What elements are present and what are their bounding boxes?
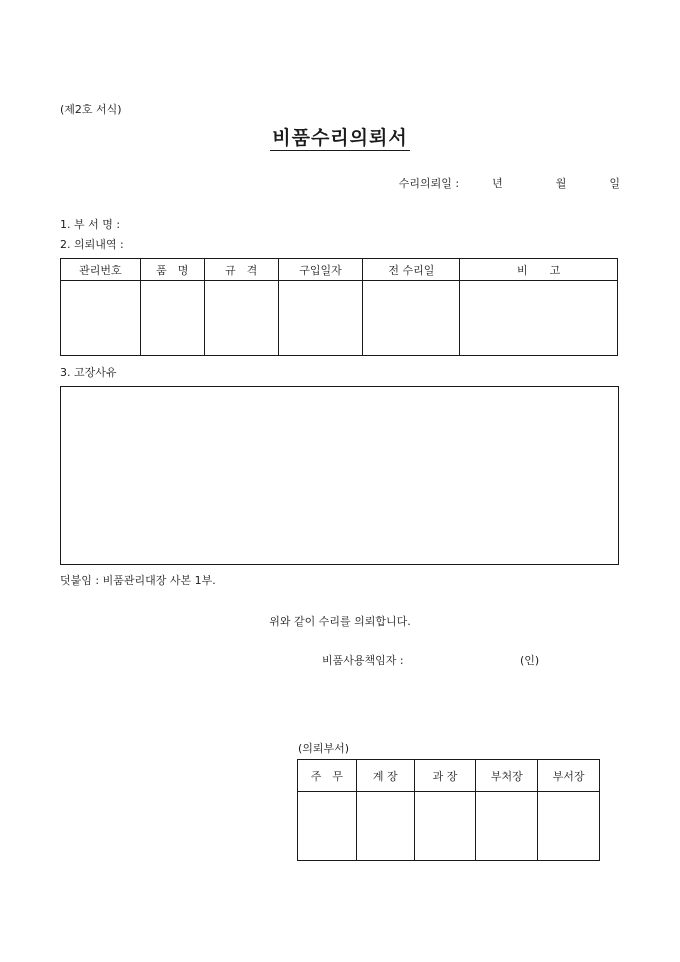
- document-title-text: 비품수리의뢰서: [272, 127, 408, 149]
- cell-specification[interactable]: [204, 281, 278, 356]
- approval-cell-division-chief[interactable]: [414, 792, 476, 861]
- approval-header-department-head: 부서장: [538, 760, 600, 792]
- approval-cell-deputy-head[interactable]: [476, 792, 538, 861]
- requesting-department-label: (의뢰부서): [298, 742, 350, 755]
- approval-cell-section-chief[interactable]: [356, 792, 414, 861]
- approval-header-row: [298, 760, 600, 792]
- header-item-name: 품 명: [140, 259, 204, 281]
- cell-purchase-date[interactable]: [278, 281, 363, 356]
- request-statement: 위와 같이 수리를 의뢰합니다.: [269, 615, 411, 628]
- cell-management-number[interactable]: [61, 281, 141, 356]
- header-specification: 규 격: [204, 259, 278, 281]
- table-row: [61, 281, 618, 356]
- cell-remarks[interactable]: [460, 281, 618, 356]
- request-items-table: [60, 258, 618, 356]
- table-header-row: [61, 259, 618, 281]
- request-details-label: 2. 의뢰내역 :: [60, 238, 124, 251]
- year-label: 년: [492, 177, 503, 190]
- approval-header-staff: 주 무: [298, 760, 357, 792]
- approval-header-section-chief: 계 장: [356, 760, 414, 792]
- attachment-note: 덧붙임 : 비품관리대장 사본 1부.: [60, 574, 216, 587]
- cell-item-name[interactable]: [140, 281, 204, 356]
- failure-reason-label: 3. 고장사유: [60, 366, 117, 379]
- approval-signature-row: [298, 792, 600, 861]
- header-previous-repair-date: 전 수리일: [363, 259, 460, 281]
- seal-mark: (인): [520, 654, 540, 667]
- month-label: 월: [555, 177, 567, 190]
- header-management-number: 관리번호: [61, 259, 141, 281]
- form-number: (제2호 서식): [60, 103, 122, 116]
- approval-header-deputy-head: 부처장: [476, 760, 538, 792]
- cell-previous-repair-date[interactable]: [363, 281, 460, 356]
- document-title: [0, 123, 680, 150]
- approval-cell-staff[interactable]: [298, 792, 357, 861]
- header-purchase-date: 구입일자: [278, 259, 363, 281]
- approval-table: [297, 759, 600, 861]
- approval-cell-department-head[interactable]: [538, 792, 600, 861]
- responsible-person-label: 비품사용책임자 :: [322, 654, 404, 667]
- failure-reason-box[interactable]: [60, 386, 619, 565]
- approval-header-division-chief: 과 장: [414, 760, 476, 792]
- request-date-line: [399, 175, 620, 191]
- header-remarks: 비 고: [460, 259, 618, 281]
- department-name-label: 1. 부 서 명 :: [60, 218, 121, 231]
- day-label: 일: [609, 177, 620, 190]
- request-date-label: 수리의뢰일 :: [398, 177, 460, 190]
